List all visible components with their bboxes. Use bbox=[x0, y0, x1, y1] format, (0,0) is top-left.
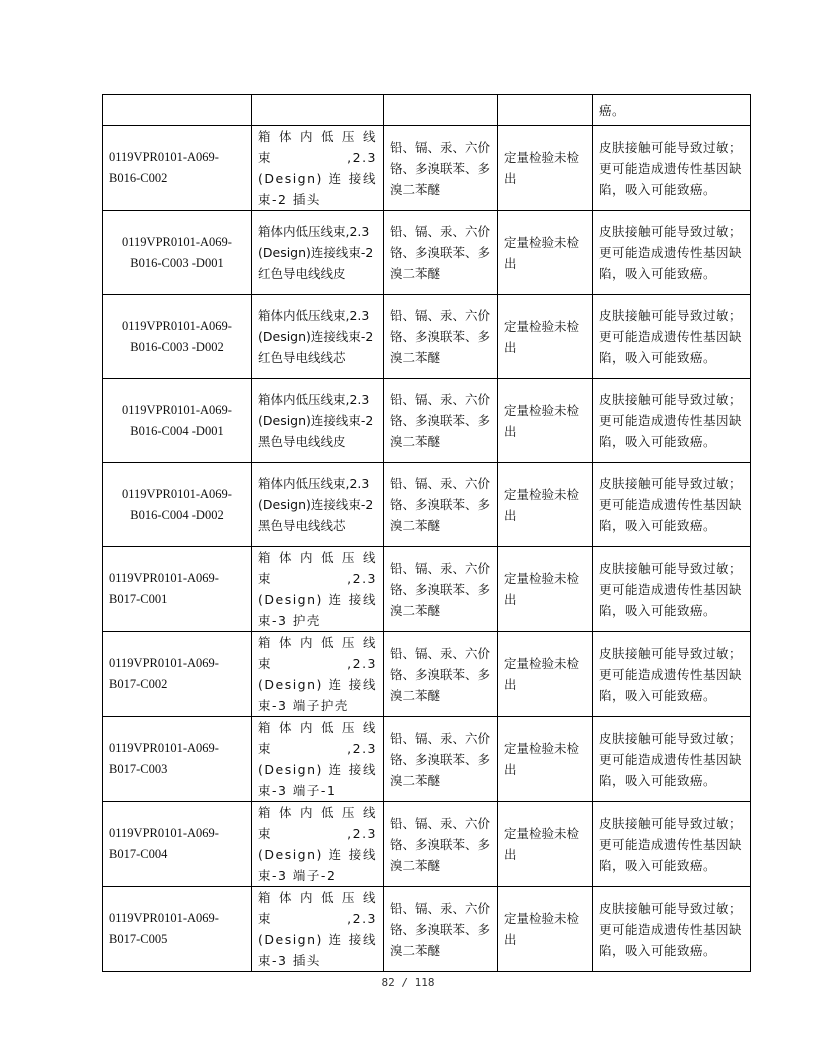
cell-id: 0119VPR0101-A069-B017-C001 bbox=[103, 547, 252, 632]
table-row bbox=[103, 802, 751, 887]
cell-result: 定量检验未检出 bbox=[498, 802, 593, 887]
cell-substances: 铅、镉、汞、六价铬、多溴联苯、多溴二苯醚 bbox=[384, 463, 498, 547]
cell-name: 箱 体 内 低 压 线 束 ,2.3 (Design) 连 接线束-2 插头 bbox=[252, 126, 384, 211]
cell-substances: 铅、镉、汞、六价铬、多溴联苯、多溴二苯醚 bbox=[384, 802, 498, 887]
cell-id: 0119VPR0101-A069-B016-C003 -D001 bbox=[103, 211, 252, 295]
cell-id: 0119VPR0101-A069-B017-C005 bbox=[103, 887, 252, 972]
cell-substances: 铅、镉、汞、六价铬、多溴联苯、多溴二苯醚 bbox=[384, 717, 498, 802]
cell-result: 定量检验未检出 bbox=[498, 379, 593, 463]
cell-risk: 皮肤接触可能导致过敏；更可能造成遗传性基因缺陷，吸入可能致癌。 bbox=[593, 802, 751, 887]
cell-risk: 皮肤接触可能导致过敏；更可能造成遗传性基因缺陷，吸入可能致癌。 bbox=[593, 717, 751, 802]
cell-name: 箱 体 内 低 压 线 束 ,2.3 (Design) 连 接线束-3 护壳 bbox=[252, 547, 384, 632]
cell-risk: 皮肤接触可能导致过敏；更可能造成遗传性基因缺陷，吸入可能致癌。 bbox=[593, 632, 751, 717]
cell-result: 定量检验未检出 bbox=[498, 632, 593, 717]
cell-substances: 铅、镉、汞、六价铬、多溴联苯、多溴二苯醚 bbox=[384, 295, 498, 379]
cell-result bbox=[498, 95, 593, 126]
cell-id bbox=[103, 95, 252, 126]
table-row bbox=[103, 295, 751, 379]
cell-name: 箱体内低压线束,2.3 (Design)连接线束-2 黑色导电线线芯 bbox=[252, 463, 384, 547]
cell-name: 箱体内低压线束,2.3 (Design)连接线束-2 红色导电线线皮 bbox=[252, 211, 384, 295]
cell-id: 0119VPR0101-A069-B017-C004 bbox=[103, 802, 252, 887]
cell-name: 箱 体 内 低 压 线 束 ,2.3 (Design) 连 接线束-3 插头 bbox=[252, 887, 384, 972]
cell-id: 0119VPR0101-A069-B017-C002 bbox=[103, 632, 252, 717]
cell-risk: 癌。 bbox=[593, 95, 751, 126]
cell-result: 定量检验未检出 bbox=[498, 717, 593, 802]
cell-name: 箱体内低压线束,2.3 (Design)连接线束-2 红色导电线线芯 bbox=[252, 295, 384, 379]
cell-substances: 铅、镉、汞、六价铬、多溴联苯、多溴二苯醚 bbox=[384, 211, 498, 295]
cell-risk: 皮肤接触可能导致过敏；更可能造成遗传性基因缺陷，吸入可能致癌。 bbox=[593, 887, 751, 972]
table-row bbox=[103, 463, 751, 547]
cell-result: 定量检验未检出 bbox=[498, 126, 593, 211]
cell-id: 0119VPR0101-A069-B016-C004 -D001 bbox=[103, 379, 252, 463]
cell-substances: 铅、镉、汞、六价铬、多溴联苯、多溴二苯醚 bbox=[384, 126, 498, 211]
table-row bbox=[103, 887, 751, 972]
cell-name: 箱 体 内 低 压 线 束 ,2.3 (Design) 连 接线束-3 端子护壳 bbox=[252, 632, 384, 717]
cell-name: 箱体内低压线束,2.3 (Design)连接线束-2 黑色导电线线皮 bbox=[252, 379, 384, 463]
cell-id: 0119VPR0101-A069-B016-C002 bbox=[103, 126, 252, 211]
table-row bbox=[103, 632, 751, 717]
cell-name bbox=[252, 95, 384, 126]
cell-substances: 铅、镉、汞、六价铬、多溴联苯、多溴二苯醚 bbox=[384, 632, 498, 717]
cell-substances: 铅、镉、汞、六价铬、多溴联苯、多溴二苯醚 bbox=[384, 379, 498, 463]
cell-substances: 铅、镉、汞、六价铬、多溴联苯、多溴二苯醚 bbox=[384, 547, 498, 632]
table-row bbox=[103, 211, 751, 295]
continuation-row bbox=[103, 95, 751, 126]
table-row bbox=[103, 126, 751, 211]
cell-result: 定量检验未检出 bbox=[498, 211, 593, 295]
cell-substances bbox=[384, 95, 498, 126]
cell-risk: 皮肤接触可能导致过敏；更可能造成遗传性基因缺陷，吸入可能致癌。 bbox=[593, 211, 751, 295]
cell-id: 0119VPR0101-A069-B016-C003 -D002 bbox=[103, 295, 252, 379]
cell-result: 定量检验未检出 bbox=[498, 463, 593, 547]
table-row bbox=[103, 379, 751, 463]
cell-risk: 皮肤接触可能导致过敏；更可能造成遗传性基因缺陷，吸入可能致癌。 bbox=[593, 126, 751, 211]
cell-result: 定量检验未检出 bbox=[498, 887, 593, 972]
cell-substances: 铅、镉、汞、六价铬、多溴联苯、多溴二苯醚 bbox=[384, 887, 498, 972]
table-row bbox=[103, 717, 751, 802]
cell-risk: 皮肤接触可能导致过敏；更可能造成遗传性基因缺陷，吸入可能致癌。 bbox=[593, 547, 751, 632]
cell-result: 定量检验未检出 bbox=[498, 295, 593, 379]
cell-name: 箱 体 内 低 压 线 束 ,2.3 (Design) 连 接线束-3 端子-2 bbox=[252, 802, 384, 887]
cell-risk: 皮肤接触可能导致过敏；更可能造成遗传性基因缺陷，吸入可能致癌。 bbox=[593, 295, 751, 379]
table-row bbox=[103, 547, 751, 632]
test-results-table bbox=[102, 94, 751, 972]
cell-id: 0119VPR0101-A069-B016-C004 -D002 bbox=[103, 463, 252, 547]
cell-risk: 皮肤接触可能导致过敏；更可能造成遗传性基因缺陷，吸入可能致癌。 bbox=[593, 379, 751, 463]
cell-name: 箱 体 内 低 压 线 束 ,2.3 (Design) 连 接线束-3 端子-1 bbox=[252, 717, 384, 802]
page-number: 82 / 118 bbox=[381, 976, 435, 989]
cell-risk: 皮肤接触可能导致过敏；更可能造成遗传性基因缺陷，吸入可能致癌。 bbox=[593, 463, 751, 547]
cell-id: 0119VPR0101-A069-B017-C003 bbox=[103, 717, 252, 802]
cell-result: 定量检验未检出 bbox=[498, 547, 593, 632]
